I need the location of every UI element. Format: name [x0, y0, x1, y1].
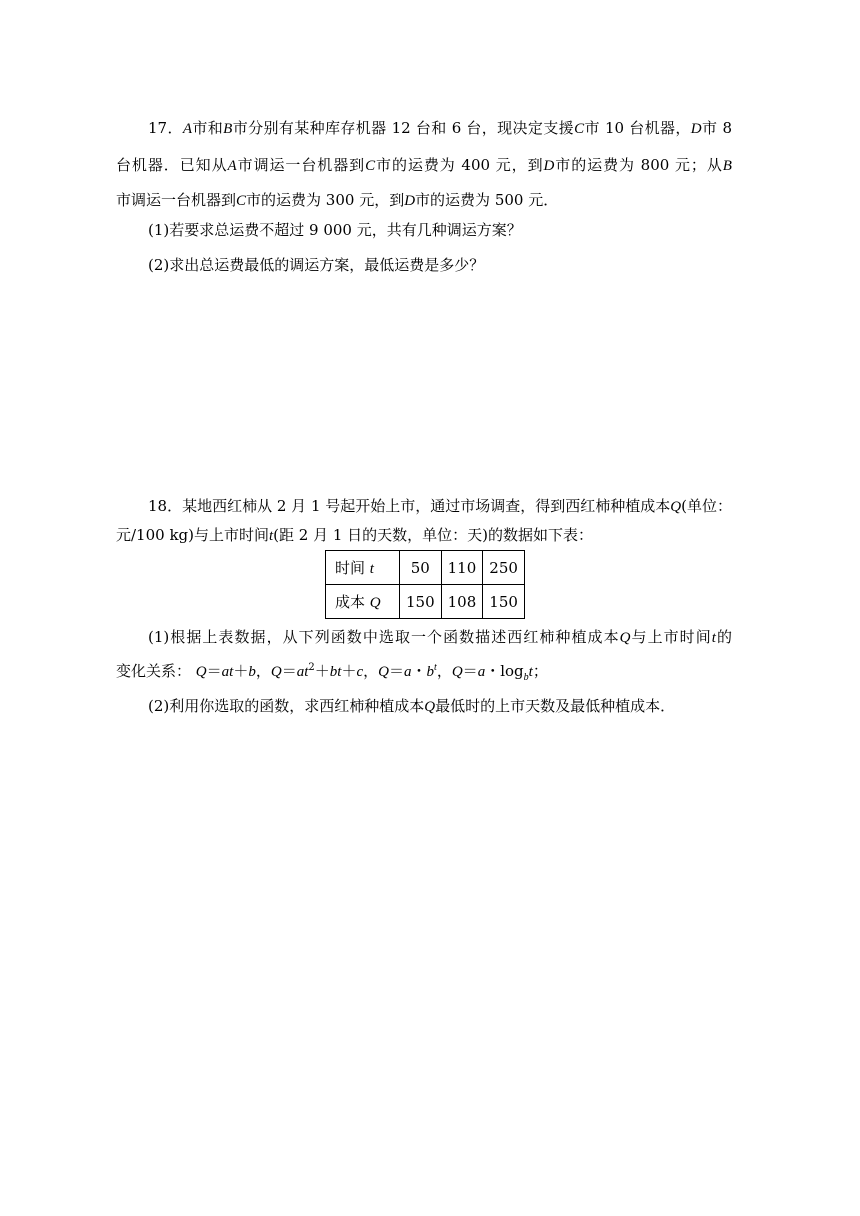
problem-17-question-1: (1)若要求总运费不超过 9 000 元，共有几种调运方案？: [148, 221, 522, 239]
table-cell: 110: [441, 551, 483, 585]
table-header-cost: 成本 Q: [326, 585, 400, 619]
table-row-cost: [326, 585, 525, 619]
data-table: [325, 550, 525, 619]
table-header-time: 时间 t: [326, 551, 400, 585]
table-cell: 108: [441, 585, 483, 619]
table-cell: 50: [400, 551, 442, 585]
table-cell: 150: [483, 585, 525, 619]
table-cell: 150: [400, 585, 442, 619]
problem-18-line-1: 18．某地西红柿从 2 月 1 号起开始上市，通过市场调查，得到西红柿种植成本Q(单位：: [148, 497, 732, 515]
table-row-time: [326, 551, 525, 585]
problem-18-question-1-line-1: (1)根据上表数据，从下列函数中选取一个函数描述西红柿种植成本Q与上市时间t的: [148, 628, 732, 646]
problem-17-line-1: 17．A市和B市分别有某种库存机器 12 台和 6 台，现决定支援C市 10 台机器，D市 8: [148, 119, 733, 137]
problem-18-question-1-line-2: 变化关系： Q＝at＋b，$Q=at^2+bt+c$，Q＝a・$b^t$，Q＝a・$\log_bt$；: [116, 662, 548, 683]
problem-17-question-2: (2)求出总运费最低的调运方案，最低运费是多少？: [148, 256, 485, 274]
formula-logarithmic: Q＝a・$\log_bt$；: [451, 662, 548, 683]
problem-17-line-3: 市调运一台机器到C市的运费为 300 元，到D市的运费为 500 元．: [116, 191, 559, 209]
problem-18-line-2: 元/100 kg)与上市时间t(距 2 月 1 日的天数，单位：天)的数据如下表：: [116, 526, 594, 544]
table-cell: 250: [483, 551, 525, 585]
problem-17-line-2: 台机器．已知从A市调运一台机器到C市的运费为 400 元，到D市的运费为 800 元；从B: [116, 156, 732, 174]
formula-quadratic: $Q=at^2+bt+c$，: [270, 662, 379, 680]
formula-linear: Q＝at＋b，: [195, 662, 271, 680]
formula-exponential: Q＝a・$b^t$，: [378, 662, 452, 680]
problem-18-question-2: (2)利用你选取的函数，求西红柿种植成本Q最低时的上市天数及最低种植成本．: [148, 697, 676, 715]
